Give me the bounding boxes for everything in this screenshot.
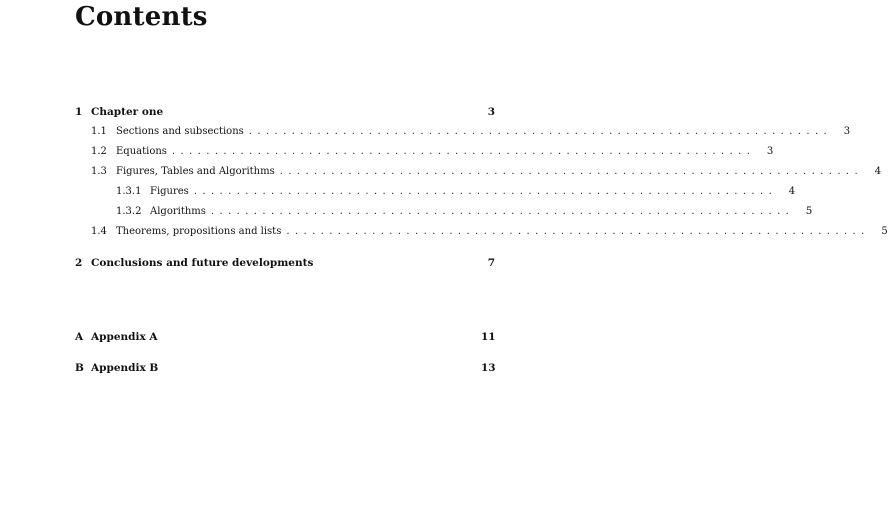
page-title: Contents <box>75 2 208 32</box>
toc-page: 4 <box>788 186 796 197</box>
toc-number: 1.4 <box>91 226 107 237</box>
toc-page: 3 <box>766 146 774 157</box>
toc-page: 3 <box>843 126 851 137</box>
toc-entry-appendix-a[interactable] <box>75 330 495 344</box>
toc-label: Figures, Tables and Algorithms <box>116 166 275 177</box>
toc-entry-subsection-1-3-2[interactable] <box>75 205 813 219</box>
toc-entry-section-1-3[interactable] <box>75 165 882 179</box>
toc-entry-appendix-b[interactable] <box>75 361 495 375</box>
toc-entry-section-1-1[interactable] <box>75 125 851 139</box>
leader-dots: .................................................................... <box>193 186 778 197</box>
toc-entry-section-1-2[interactable] <box>75 145 774 159</box>
leader-dots: .................................................................... <box>210 206 795 217</box>
toc-page: 3 <box>487 106 495 118</box>
toc-number: 2 <box>75 257 83 269</box>
toc-number: A <box>75 331 84 343</box>
toc-page: 4 <box>874 166 882 177</box>
toc-number: 1.1 <box>91 126 107 137</box>
toc-number: 1.3.1 <box>116 186 142 197</box>
toc-number: B <box>75 362 84 374</box>
toc-label: Theorems, propositions and lists <box>116 226 282 237</box>
toc-label: Sections and subsections <box>116 126 244 137</box>
leader-dots: .................................................................... <box>286 226 870 237</box>
toc-page: 7 <box>487 257 495 269</box>
toc-label: Algorithms <box>150 206 206 217</box>
toc-number: 1 <box>75 106 83 118</box>
toc-page: 5 <box>881 226 888 237</box>
toc-label: Conclusions and future developments <box>91 257 314 269</box>
toc-label: Appendix B <box>91 362 159 374</box>
toc-page: 11 <box>481 331 496 343</box>
toc-label: Chapter one <box>91 106 164 118</box>
leader-dots: .................................................................... <box>279 166 864 177</box>
toc-label: Appendix A <box>91 331 158 343</box>
toc-page: 13 <box>481 362 496 374</box>
toc-number: 1.3 <box>91 166 107 177</box>
leader-dots: .................................................................... <box>171 146 756 157</box>
leader-dots: .................................................................... <box>248 126 833 137</box>
toc-entry-subsection-1-3-1[interactable] <box>75 185 796 199</box>
toc-number: 1.3.2 <box>116 206 142 217</box>
toc-label: Figures <box>150 186 189 197</box>
toc-entry-section-1-4[interactable] <box>75 225 888 239</box>
toc-number: 1.2 <box>91 146 107 157</box>
toc-label: Equations <box>116 146 167 157</box>
toc-entry-chapter-1[interactable] <box>75 105 495 119</box>
toc-entry-chapter-2[interactable] <box>75 256 495 270</box>
toc-page: 5 <box>805 206 813 217</box>
